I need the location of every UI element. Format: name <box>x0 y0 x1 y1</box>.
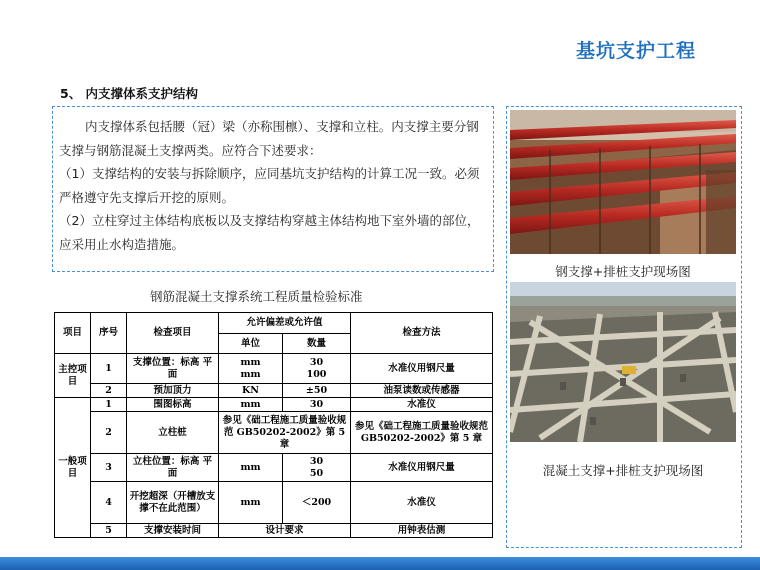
cell-method: 油泵读数或传感器 <box>351 384 493 398</box>
cell-method: 用钟表估测 <box>351 524 493 538</box>
cell-method: 参见《础工程施工质量验收规范 GB50202-2002》第 5 章 <box>351 412 493 454</box>
table-row <box>55 398 493 412</box>
group-general: 一般项目 <box>55 398 91 538</box>
cell-item: 支撑安装时间 <box>127 524 219 538</box>
cell-quantity: 30 100 <box>283 354 351 384</box>
table-row <box>55 454 493 482</box>
header-unit: 单位 <box>219 334 283 354</box>
concrete-support-photo <box>510 282 736 442</box>
cell-unit: mm <box>219 482 283 524</box>
cell-quantity: 30 50 <box>283 454 351 482</box>
cell-quantity: ±50 <box>283 384 351 398</box>
paragraph-req-1: （1）支撑结构的安装与拆除顺序，应同基坑支护结构的计算工况一致。必须严格遵守先支撑后开挖的原则。 <box>59 166 480 205</box>
table-row <box>55 384 493 398</box>
cell-item: 支撑位置：标高 平面 <box>127 354 219 384</box>
cell-item: 立柱位置：标高 平面 <box>127 454 219 482</box>
header-method: 检查方法 <box>351 313 493 354</box>
header-check-item: 检查项目 <box>127 313 219 354</box>
table-caption: 钢筋混凝土支撑系统工程质量检验标准 <box>150 289 363 304</box>
cell-unit: mm <box>219 398 283 412</box>
cell-seq: 2 <box>91 412 127 454</box>
cell-method: 水准仪用钢尺量 <box>351 454 493 482</box>
table-header-row <box>55 313 493 334</box>
steel-support-photo <box>510 110 736 254</box>
text-box <box>52 106 494 272</box>
cell-item: 围图标高 <box>127 398 219 412</box>
concrete-photo-caption: 混凝土支撑+排桩支护现场图 <box>542 463 704 478</box>
cell-quantity: 30 <box>283 398 351 412</box>
group-main: 主控项目 <box>55 354 91 398</box>
cell-seq: 4 <box>91 482 127 524</box>
cell-unit: KN <box>219 384 283 398</box>
cell-seq: 5 <box>91 524 127 538</box>
table-row <box>55 482 493 524</box>
cell-item: 立柱桩 <box>127 412 219 454</box>
cell-seq: 2 <box>91 384 127 398</box>
header-item: 项目 <box>55 313 91 354</box>
header-seq: 序号 <box>91 313 127 354</box>
cell-method: 水准仪 <box>351 482 493 524</box>
body-text <box>59 115 489 256</box>
header-tolerance: 允许偏差或允许值 <box>219 313 351 334</box>
paragraph-intro: 内支撑体系包括腰（冠）梁（亦称围檩）、支撑和立柱。内支撑主要分钢支撑与钢筋混凝土支撑两类。应符合下述要求： <box>59 119 479 158</box>
cell-seq: 1 <box>91 354 127 384</box>
section-heading: 5、 内支撑体系支护结构 <box>60 86 199 101</box>
cell-item: 开挖超深（开槽放支撑不在此范围） <box>127 482 219 524</box>
cell-reference: 参见《础工程施工质量验收规范 GB50202-2002》第 5 章 <box>219 412 351 454</box>
table-row <box>55 354 493 384</box>
cell-unit: mm <box>219 454 283 482</box>
page-title: 基坑支护工程 <box>575 40 696 62</box>
cell-item: 预加顶力 <box>127 384 219 398</box>
table-row <box>55 412 493 454</box>
paragraph-req-2: （2）立柱穿过主体结构底板以及支撑结构穿越主体结构地下室外墙的部位，应采用止水构造措施。 <box>59 213 480 252</box>
steel-photo-caption: 钢支撑+排桩支护现场图 <box>555 264 691 279</box>
quality-standard-table <box>54 312 493 538</box>
table-row <box>55 524 493 538</box>
header-quantity: 数量 <box>283 334 351 354</box>
cell-unit: mm mm <box>219 354 283 384</box>
cell-method: 水准仪用钢尺量 <box>351 354 493 384</box>
cell-quantity: ＜200 <box>283 482 351 524</box>
cell-seq: 1 <box>91 398 127 412</box>
bottom-bar <box>0 557 760 570</box>
cell-method: 水准仪 <box>351 398 493 412</box>
cell-seq: 3 <box>91 454 127 482</box>
cell-requirement: 设计要求 <box>219 524 351 538</box>
